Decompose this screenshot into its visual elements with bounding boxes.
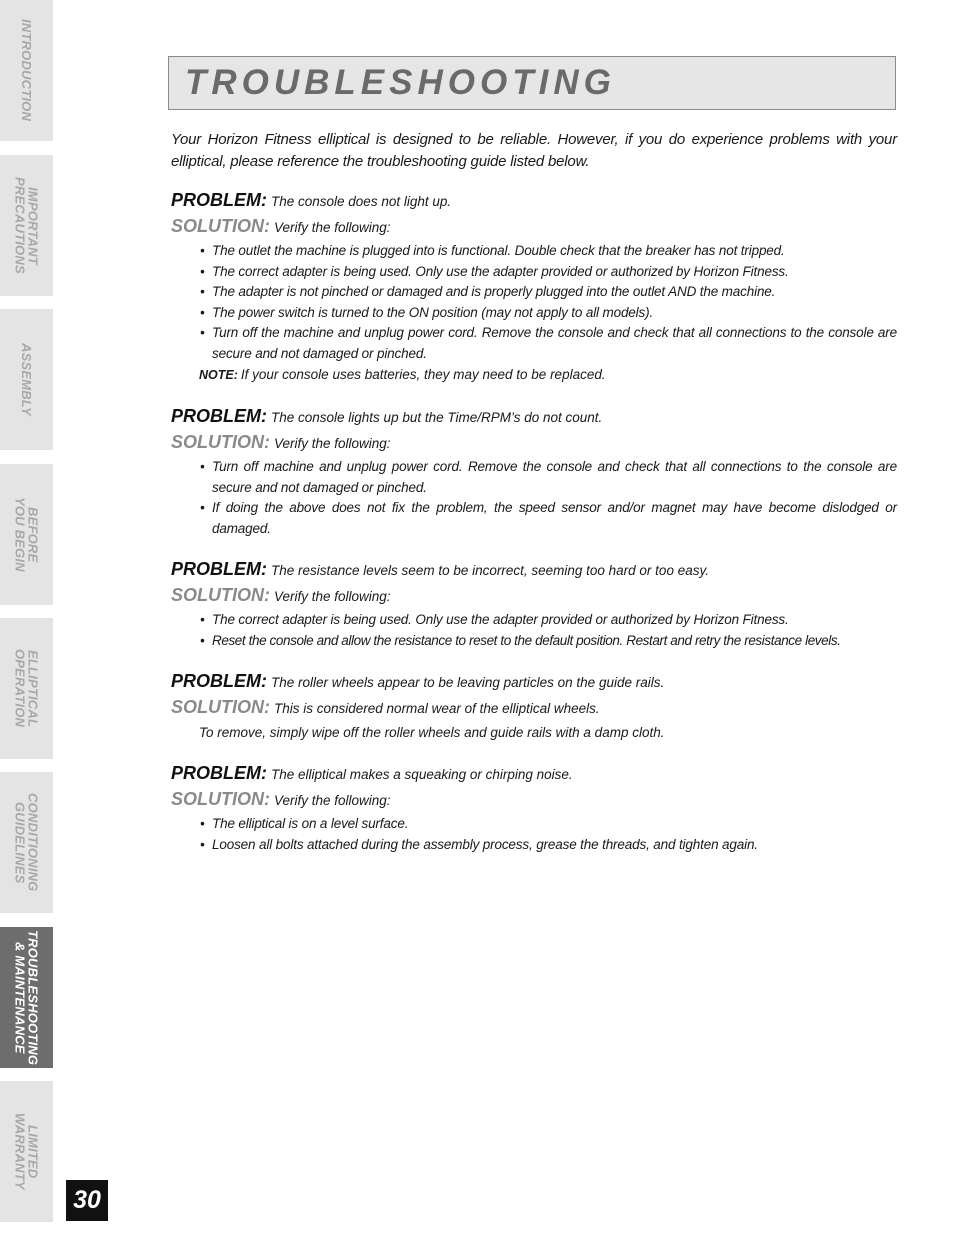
- solution-list: [171, 610, 897, 651]
- tab-label: LIMITED WARRANTY: [12, 1113, 41, 1190]
- side-tab-nav: [0, 0, 53, 1235]
- tab-label: INTRODUCTION: [19, 19, 34, 122]
- tab-label: BEFORE YOU BEGIN: [12, 497, 41, 572]
- tab-troubleshooting-maintenance[interactable]: [0, 927, 53, 1068]
- solution-extra-text: To remove, simply wipe off the roller wheels and guide rails with a damp cloth.: [199, 725, 665, 740]
- solution-list: [171, 814, 897, 855]
- tab-introduction[interactable]: [0, 0, 53, 141]
- solution-row: [171, 694, 897, 722]
- solution-label: SOLUTION:: [171, 585, 270, 605]
- problem-text: The console lights up but the Time/RPM’s do not count.: [271, 410, 603, 425]
- problem-row: [171, 187, 897, 215]
- tab-important-precautions[interactable]: [0, 155, 53, 296]
- list-item: • The power switch is turned to the ON position (may not apply to all models).: [200, 303, 897, 324]
- problem-text: The resistance levels seem to be incorrect, seeming too hard or too easy.: [271, 563, 709, 578]
- solution-label: SOLUTION:: [171, 697, 270, 717]
- solution-label: SOLUTION:: [171, 432, 270, 452]
- solution-list: [171, 457, 897, 539]
- solution-label: SOLUTION:: [171, 216, 270, 236]
- title-banner: [168, 56, 896, 110]
- solution-text: Verify the following:: [274, 220, 391, 235]
- page-title: TROUBLESHOOTING: [185, 63, 616, 102]
- problem-row: [171, 556, 897, 584]
- problem-row: [171, 760, 897, 788]
- intro-paragraph: Your Horizon Fitness elliptical is designed to be reliable. However, if you do experience problems with your elliptical, please reference the troubleshooting guide listed below.: [171, 131, 897, 170]
- tab-label: ELLIPTICAL OPERATION: [12, 649, 41, 728]
- problem-text: The elliptical makes a squeaking or chirping noise.: [271, 767, 573, 782]
- tab-assembly[interactable]: [0, 309, 53, 450]
- problem-label: PROBLEM:: [171, 671, 267, 691]
- problem-block-2: [171, 403, 897, 539]
- solution-text: Verify the following:: [274, 793, 391, 808]
- solution-text: This is considered normal wear of the elliptical wheels.: [274, 701, 600, 716]
- problem-row: [171, 668, 897, 696]
- tab-limited-warranty[interactable]: [0, 1081, 53, 1222]
- list-item: • The correct adapter is being used. Only use the adapter provided or authorized by Horizon Fitness.: [200, 262, 897, 283]
- tab-label: IMPORTANT PRECAUTIONS: [12, 177, 41, 274]
- list-item: • The correct adapter is being used. Only use the adapter provided or authorized by Horizon Fitness.: [200, 610, 897, 631]
- solution-text: Verify the following:: [274, 589, 391, 604]
- problem-label: PROBLEM:: [171, 406, 267, 426]
- list-item: • The elliptical is on a level surface.: [200, 814, 897, 835]
- tab-elliptical-operation[interactable]: [0, 618, 53, 759]
- tab-label: ASSEMBLY: [19, 343, 34, 416]
- note-label: NOTE:: [199, 368, 238, 382]
- note-text: If your console uses batteries, they may need to be replaced.: [240, 367, 606, 382]
- problem-label: PROBLEM:: [171, 190, 267, 210]
- solution-row: [171, 786, 897, 814]
- solution-text: Verify the following:: [274, 436, 391, 451]
- solution-row: [171, 582, 897, 610]
- main-content: [171, 129, 897, 872]
- list-item: • If doing the above does not fix the problem, the speed sensor and/or magnet may have become dislodged or damaged.: [200, 498, 897, 539]
- problem-block-4: [171, 668, 897, 743]
- tab-before-you-begin[interactable]: [0, 464, 53, 605]
- solution-list: [171, 241, 897, 364]
- problem-label: PROBLEM:: [171, 763, 267, 783]
- list-item: • The adapter is not pinched or damaged and is properly plugged into the outlet AND the machine.: [200, 282, 897, 303]
- solution-label: SOLUTION:: [171, 789, 270, 809]
- tab-label: TROUBLESHOOTING & MAINTENANCE: [12, 929, 41, 1066]
- tab-label: CONDITIONING GUIDELINES: [12, 793, 41, 892]
- solution-row: [171, 429, 897, 457]
- problem-text: The console does not light up.: [271, 194, 452, 209]
- problem-block-1: [171, 187, 897, 386]
- list-item: • Turn off the machine and unplug power cord. Remove the console and check that all connections to the console are secure and not damaged or pinched.: [200, 323, 897, 364]
- list-item: • Reset the console and allow the resistance to reset to the default position. Restart and retry the resistance levels.: [200, 631, 897, 652]
- list-item: • Loosen all bolts attached during the assembly process, grease the threads, and tighten again.: [200, 835, 897, 856]
- list-item: • Turn off machine and unplug power cord. Remove the console and check that all connections to the console are secure and not damaged or pinched.: [200, 457, 897, 498]
- list-item: • The outlet the machine is plugged into is functional. Double check that the breaker has not tripped.: [200, 241, 897, 262]
- page-number: 30: [66, 1180, 108, 1221]
- solution-row: [171, 213, 897, 241]
- note: [171, 364, 897, 386]
- problem-text: The roller wheels appear to be leaving particles on the guide rails.: [271, 675, 665, 690]
- problem-row: [171, 403, 897, 431]
- problem-block-3: [171, 556, 897, 651]
- problem-label: PROBLEM:: [171, 559, 267, 579]
- problem-block-5: [171, 760, 897, 855]
- tab-conditioning-guidelines[interactable]: [0, 772, 53, 913]
